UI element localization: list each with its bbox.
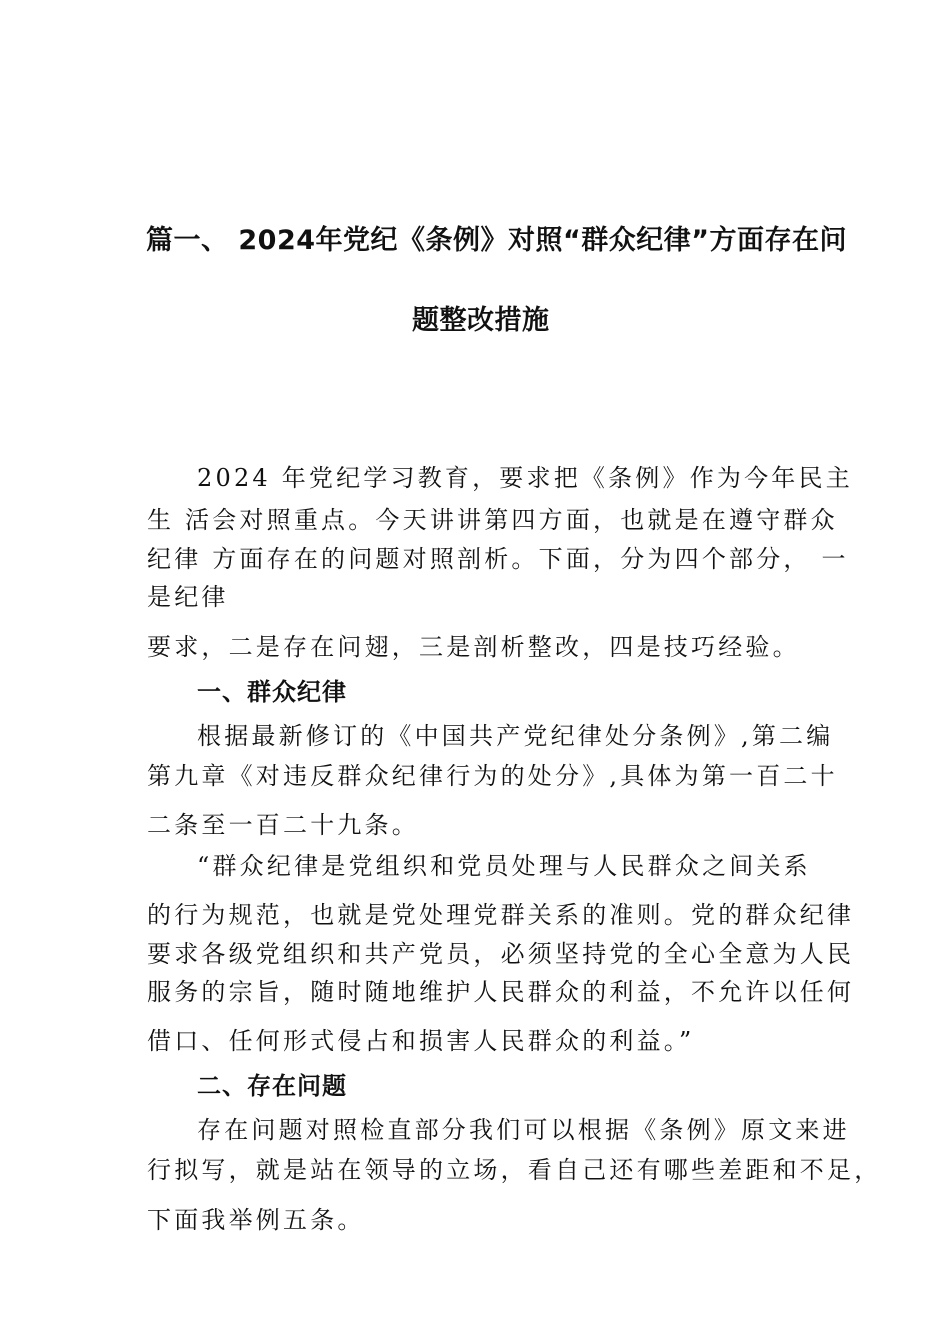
intro-line: 是纪律	[147, 583, 229, 611]
quote-line: 要求各级党组织和共产党员，必须坚持党的全心全意为人民	[147, 940, 855, 968]
section2-paragraph-line: 存在问题对照检直部分我们可以根据《条例》原文来进	[197, 1116, 850, 1144]
document-title-line-1: 篇一、 2024年党纪《条例》对照“群众纪律”方面存在问	[146, 225, 848, 256]
intro-line: 纪律 方面存在的问题对照剖析。下面，分为四个部分， 一	[147, 545, 849, 573]
section1-paragraph-line: 根据最新修订的《中国共产党纪律处分条例》,第二编	[197, 722, 834, 750]
quote-line: 服务的宗旨，随时随地维护人民群众的利益，不允许以任何	[147, 978, 855, 1006]
section2-paragraph-line: 行拟写，就是站在领导的立场，看自己还有哪些差距和不足，	[147, 1156, 882, 1184]
document-title-line-2: 题整改措施	[412, 305, 550, 336]
intro-line: 2024 年党纪学习教育，要求把《条例》作为今年民主	[197, 464, 853, 492]
intro-line: 生 活会对照重点。今天讲讲第四方面，也就是在遵守群众	[147, 506, 838, 534]
section2-paragraph-line: 下面我举例五条。	[147, 1206, 365, 1234]
section1-paragraph-line: 二条至一百二十九条。	[147, 811, 419, 839]
section-heading-group-discipline: 一、群众纪律	[197, 678, 347, 706]
intro-line: 要求，二是存在问翅，三是剖析整改，四是技巧经验。	[147, 633, 800, 661]
section-heading-existing-problems: 二、存在问题	[197, 1072, 347, 1100]
quote-line: 的行为规范，也就是党处理党群关系的准则。党的群众纪律	[147, 901, 855, 929]
quote-line: 借口、任何形式侵占和损害人民群众的利益。”	[147, 1027, 695, 1055]
section1-paragraph-line: 第九章《对违反群众纪律行为的处分》,具体为第一百二十	[147, 762, 838, 790]
quote-line: “群众纪律是党组织和党员处理与人民群众之间关系	[197, 852, 811, 880]
